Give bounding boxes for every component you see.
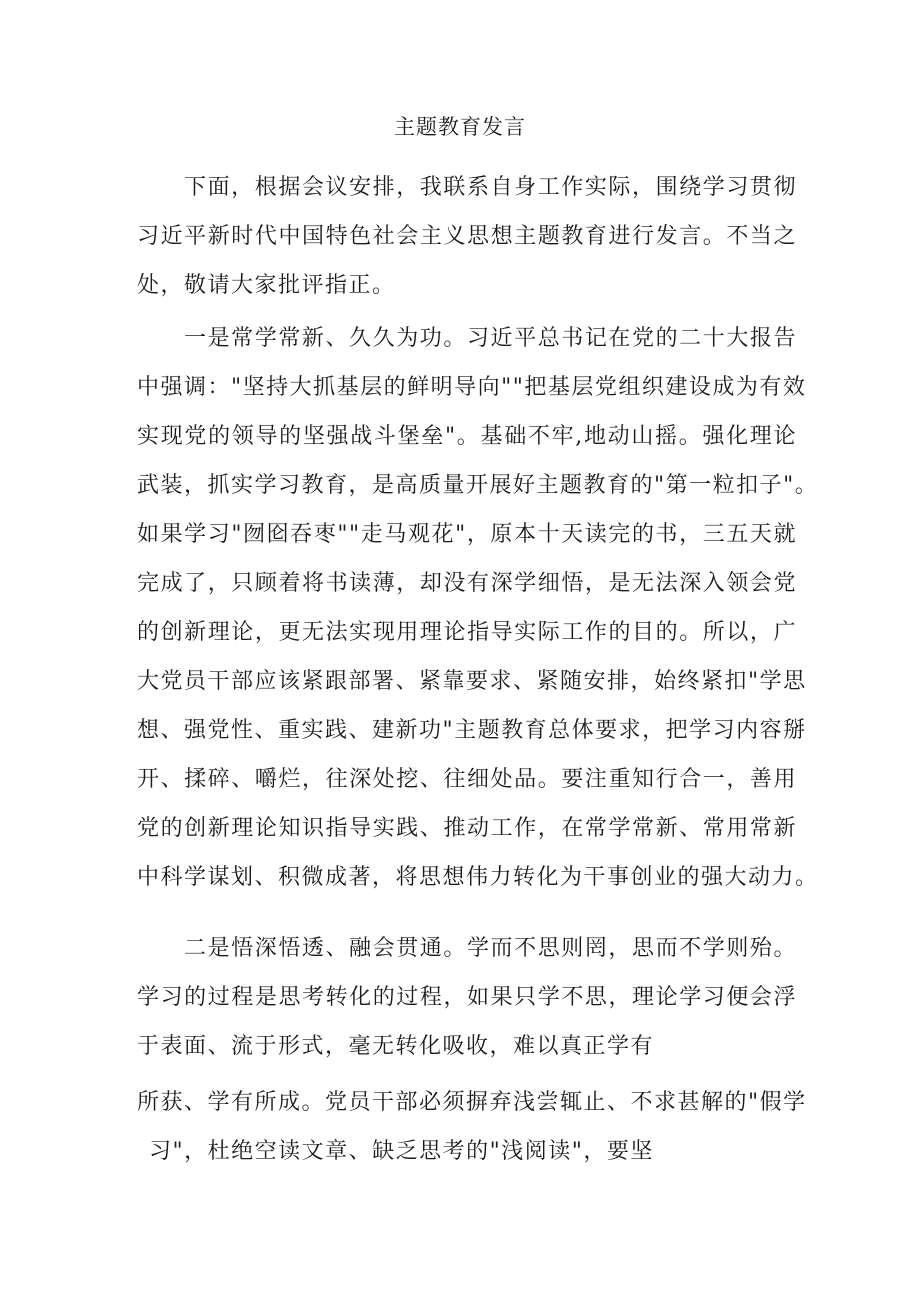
text-line: 大党员干部应该紧跟部署、紧靠要求、紧随安排，始终紧扣"学思 <box>137 669 807 694</box>
text-line: 一是常学常新、久久为功。习近平总书记在党的二十大报告 <box>184 326 797 351</box>
text-line: 二是悟深悟透、融会贯通。学而不思则罔，思而不学则殆。 <box>184 936 797 961</box>
text-line: 想、强党性、重实践、建新功"主题教育总体要求，把学习内容掰 <box>137 718 807 743</box>
paragraph-point-two-continued <box>137 1078 807 1176</box>
text-line: 习"，杜绝空读文章、缺乏思考的"浅阅读"，要坚 <box>149 1139 654 1164</box>
text-line: 实现党的领导的坚强战斗堡垒"。基础不牢,地动山摇。强化理论 <box>137 424 797 449</box>
text-line: 中强调："坚持大抓基层的鲜明导向""把基层党组织建设成为有效 <box>137 375 807 400</box>
text-line: 学习的过程是思考转化的过程，如果只学不思，理论学习便会浮 <box>137 985 797 1010</box>
text-line: 习近平新时代中国特色社会主义思想主题教育进行发言。不当之 <box>137 224 797 249</box>
text-line: 武装，抓实学习教育，是高质量开展好主题教育的"第一粒扣子"。 <box>137 473 819 498</box>
text-line: 下面，根据会议安排，我联系自身工作实际，围绕学习贯彻 <box>184 175 797 200</box>
text-line: 开、揉碎、嚼烂，往深处挖、往细处品。要注重知行合一，善用 <box>137 767 797 792</box>
text-line: 中科学谋划、积微成著，将思想伟力转化为干事创业的强大动力。 <box>137 865 819 890</box>
text-line: 处，敬请大家批评指正。 <box>137 273 396 298</box>
text-line: 于表面、流于形式，毫无转化吸收，难以真正学有 <box>137 1034 655 1059</box>
paragraph-point-two <box>137 924 797 1071</box>
paragraph-point-one <box>137 314 819 902</box>
text-line: 党的创新理论知识指导实践、推动工作，在常学常新、常用常新 <box>137 816 797 841</box>
text-line: 的创新理论，更无法实现用理论指导实际工作的目的。所以，广 <box>137 620 797 645</box>
text-line: 完成了，只顾着将书读薄，却没有深学细悟，是无法深入领会党 <box>137 571 797 596</box>
text-line: 所获、学有所成。党员干部必须摒弃浅尝辄止、不求甚解的"假学 <box>137 1090 807 1115</box>
paragraph-intro <box>137 163 797 310</box>
document-title: 主题教育发言 <box>394 115 526 139</box>
text-line: 如果学习"囫囵吞枣""走马观花"，原本十天读完的书，三五天就 <box>137 522 797 547</box>
